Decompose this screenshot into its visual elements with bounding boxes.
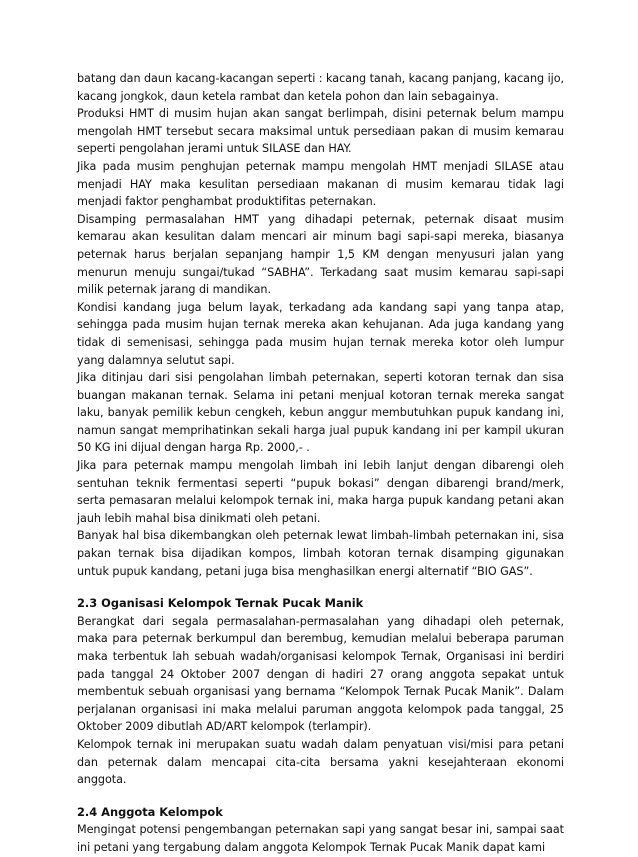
body-paragraph: Disamping permasalahan HMT yang dihadapi peternak, peternak disaat musim kemarau akan kesulitan dalam mencari air minum bagi sapi-sapi mereka, biasanya peternak harus berjalan sepanjang hampir 1,5 KM dengan menyusuri jalan yang menurun menuju sungai/tukad “SABHA”. Terkadang saat musim kemarau sapi-sapi milik peternak jarang di mandikan.: [77, 212, 564, 297]
body-paragraph: Banyak hal bisa dikembangkan oleh peternak lewat limbah-limbah peternakan ini, sisa pakan ternak bisa dijadikan kompos, limbah kotoran ternak disamping gigunakan untuk pupuk kandang, petani juga bisa menghasilkan energi alternatif “BIO GAS”.: [77, 529, 564, 578]
body-paragraph: Jika ditinjau dari sisi pengolahan limbah peternakan, seperti kotoran ternak dan sisa buangan makanan ternak. Selama ini petani menjual kotoran ternak mereka sangat laku, banyak pemilik kebun cengkeh, kebun anggur membutuhkan pupuk kandang ini, namun sangat memprihatinkan sekali harga jual pupuk kandang ini per kampil ukuran 50 KG ini dijual dengan harga Rp. 2000,- .: [77, 371, 564, 455]
body-paragraph: Jika para peternak mampu mengolah limbah ini lebih lanjut dengan dibarengi oleh sentuhan teknik fermentasi seperti “pupuk bokasi” dengan dibarengi brand/merk, serta pemasaran melalui kelompok ternak ini, maka harga pupuk kandang petani akan jauh lebih mahal bisa dinikmati oleh petani.: [77, 459, 564, 525]
body-paragraph: Kelompok ternak ini merupakan suatu wadah dalam penyatuan visi/misi para petani dan peternak dalam mencapai cita-cita bersama yakni kesejahteraan ekonomi anggota.: [77, 737, 564, 787]
body-paragraph: Mengingat potensi pengembangan peternakan sapi yang sangat besar ini, sampai saat ini petani yang tergabung dalam anggota Kelompok Ternak Pucak Manik dapat kami: [77, 823, 564, 854]
section-heading-2-4: 2.4 Anggota Kelompok: [77, 804, 223, 819]
body-paragraph: batang dan daun kacang-kacangan seperti : kacang tanah, kacang panjang, kacang ijo, kacang jongkok, daun ketela rambat dan ketela pohon dan lain sebagainya.: [77, 72, 564, 103]
section-heading-2-3: 2.3 Oganisasi Kelompok Ternak Pucak Manik: [77, 596, 364, 611]
body-paragraph: Berangkat dari segala permasalahan-permasalahan yang dihadapi oleh peternak, maka para peternak berkumpul dan berembug, kemudian melalui beberapa paruman maka terbentuk lah sebuah wadah/organisasi kelompok Ternak, Organisasi ini berdiri pada tanggal 24 Oktober 2007 dengan di hadiri 27 orang anggota sepakat untuk membentuk sebuah organisasi yang bernama “Kelompok Ternak Pucak Manik”. Dalam perjalanan organisasi ini maka melalui paruman anggota kelompok pada tanggal, 25 Oktober 2009 dibutlah AD/ART kelompok (terlampir).: [77, 614, 564, 734]
body-paragraph: Produksi HMT di musim hujan akan sangat berlimpah, disini peternak belum mampu mengolah HMT tersebut secara maksimal untuk persediaan pakan di musim kemarau seperti pengolahan jerami untuk SILASE dan HAY.: [77, 107, 564, 156]
body-paragraph: Jika pada musim penghujan peternak mampu mengolah HMT menjadi SILASE atau menjadi HAY maka kesulitan persediaan makanan di musim kemarau tidak lagi menjadi faktor penghambat produktifitas peternakan.: [77, 159, 564, 209]
body-paragraph: Kondisi kandang juga belum layak, terkadang ada kandang sapi yang tanpa atap, sehingga pada musim hujan ternak mereka akan kehujanan. Ada juga kandang yang tidak di semenisasi, sehingga pada musim hujan ternak mereka kotor oleh lumpur yang dalamnya selutut sapi.: [77, 300, 564, 367]
